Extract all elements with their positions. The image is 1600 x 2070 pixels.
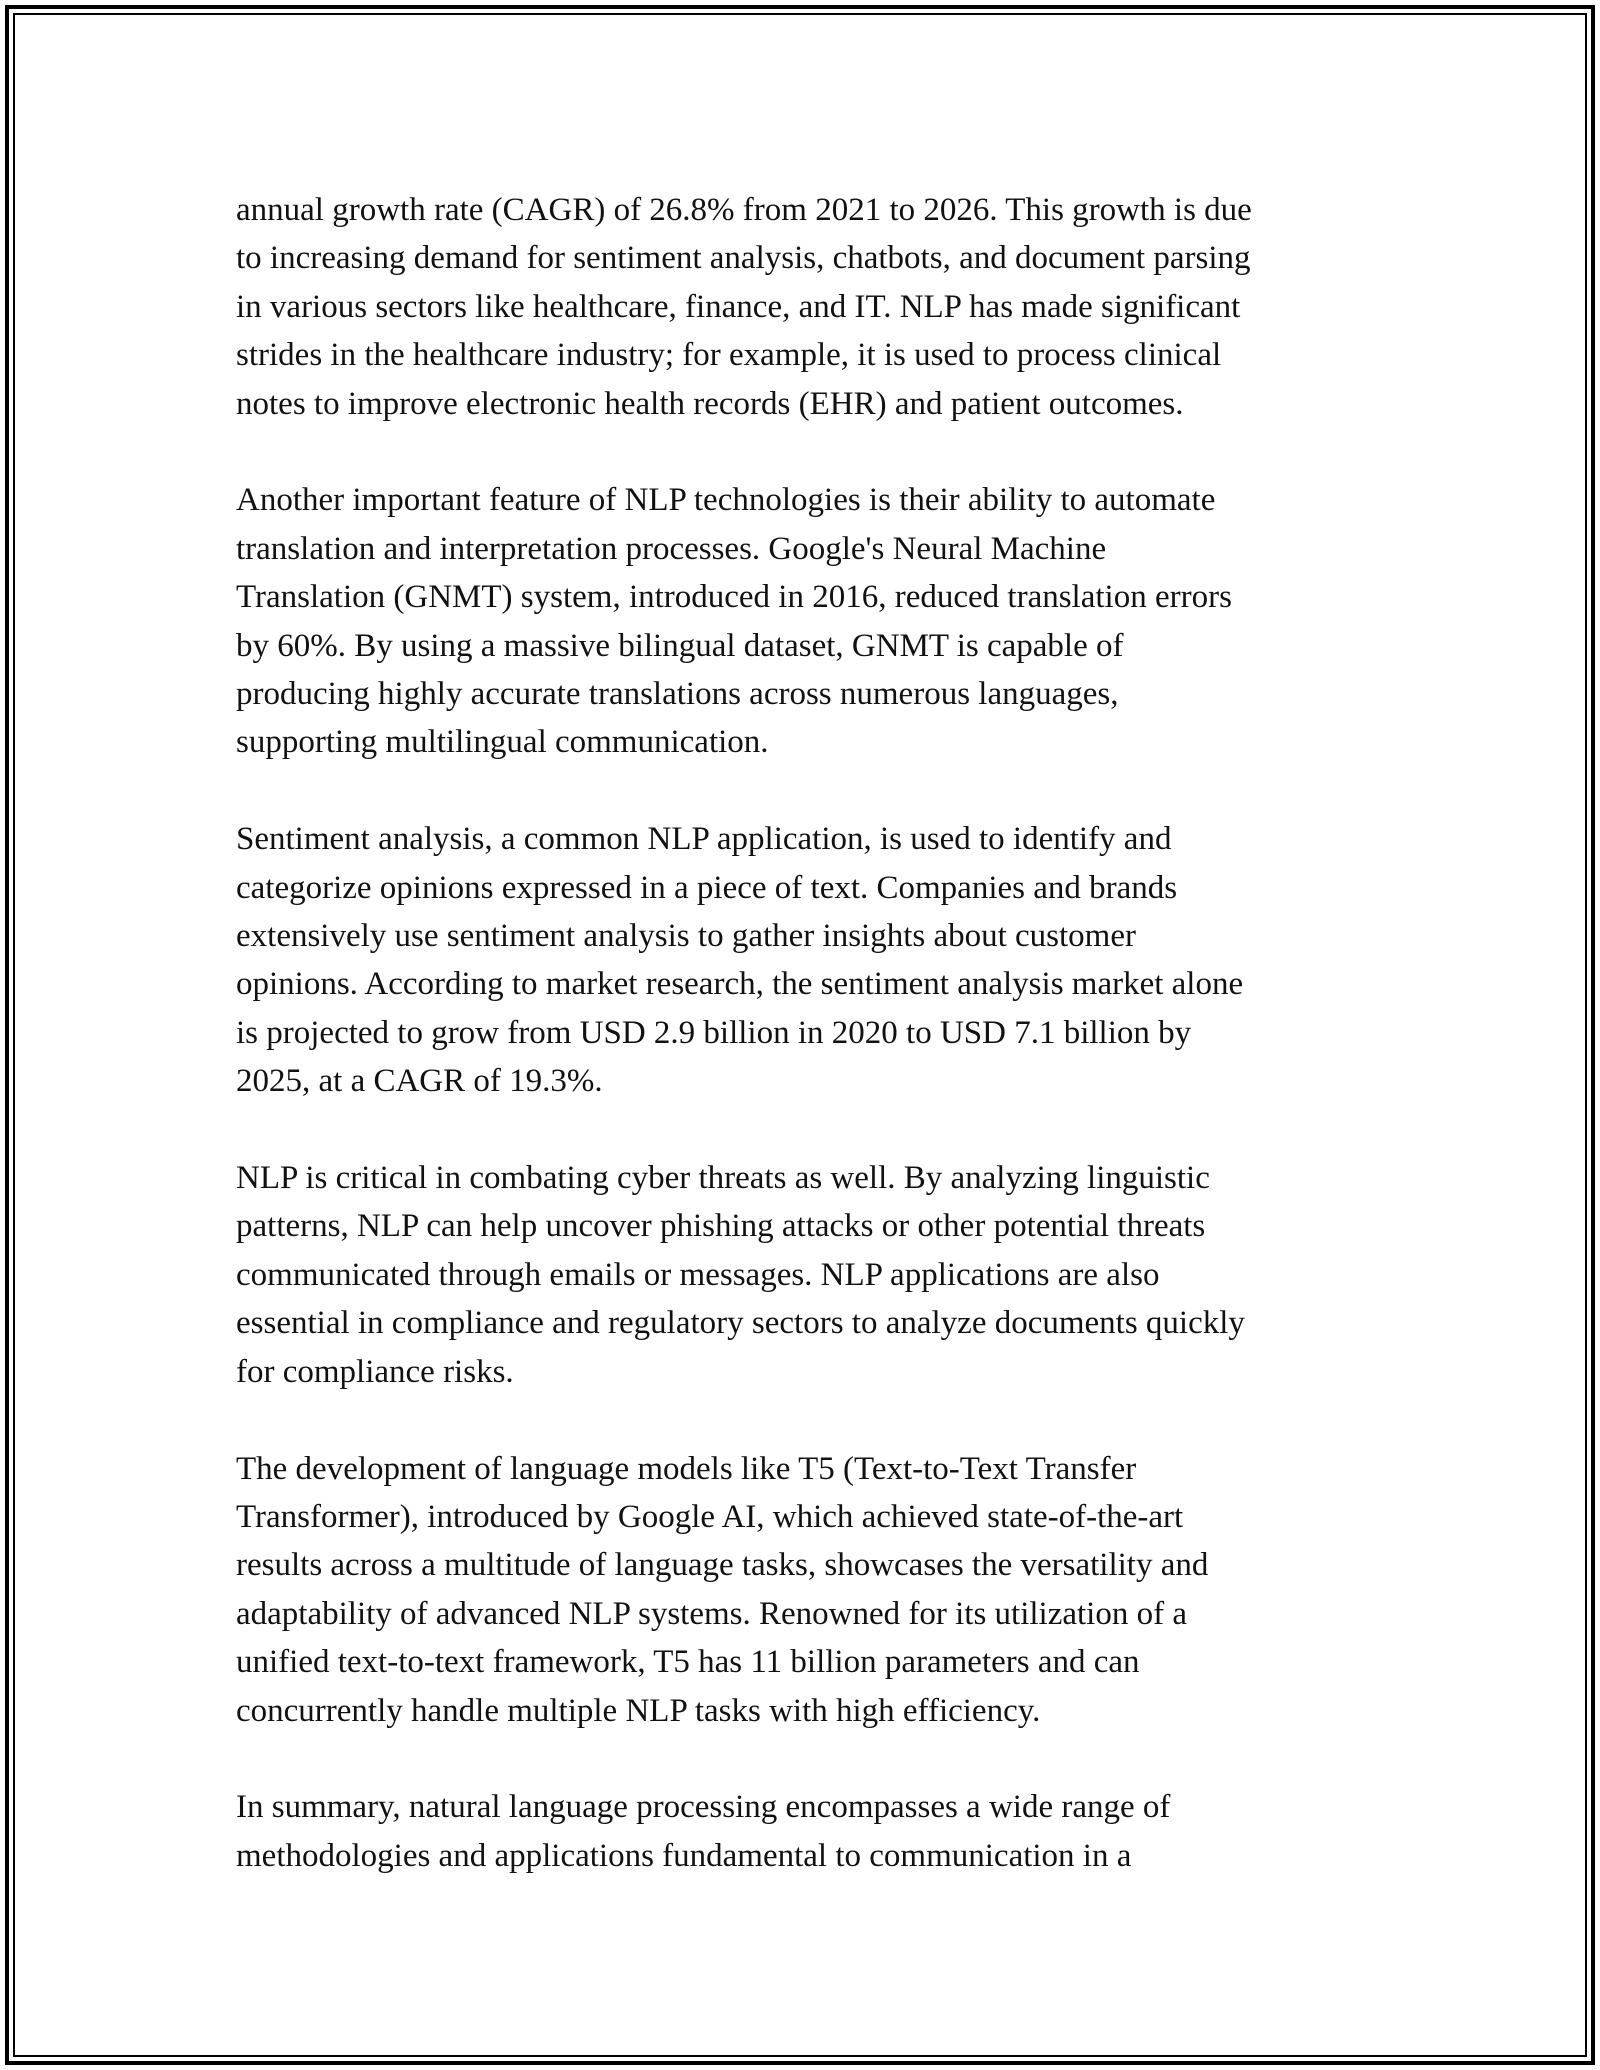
paragraph-sentiment-analysis: Sentiment analysis, a common NLP application, is used to identify and categorize opinions expressed in a piece of text. Companies and brands extensively use sentiment analysis to gather insights about customer opinions. According to market research, the sentiment analysis market alone is projected to grow from USD 2.9 billion in 2020 to USD 7.1 billion by 2025, at a CAGR of 19.3%. xyxy=(236,821,1244,1100)
document-body xyxy=(236,186,1376,1880)
paragraph-summary: In summary, natural language processing encompasses a wide range of methodologies and applications fundamental to communication in a xyxy=(236,1789,1171,1874)
paragraph-t5-language-model: The development of language models like T5 (Text-to-Text Transfer Transformer), introduced by Google AI, which achieved state-of-the-art results across a multitude of language tasks, showcases the versatility and adaptability of advanced NLP systems. Renowned for its utilization of a unified text-to-text framework, T5 has 11 billion parameters and can concurrently handle multiple NLP tasks with high efficiency. xyxy=(236,1450,1209,1729)
paragraph-machine-translation: Another important feature of NLP technologies is their ability to automate translation and interpretation processes. Google's Neural Machine Translation (GNMT) system, introduced in 2016, reduced translation errors by 60%. By using a massive bilingual dataset, GNMT is capable of producing highly accurate translations across numerous languages, supporting multilingual communication. xyxy=(236,482,1232,761)
paragraph-cyber-threats: NLP is critical in combating cyber threats as well. By analyzing linguistic patterns, NLP can help uncover phishing attacks or other potential threats communicated through emails or messages. NLP applications are also essential in compliance and regulatory sectors to analyze documents quickly for compliance risks. xyxy=(236,1160,1245,1390)
paragraph-nlp-market-growth: annual growth rate (CAGR) of 26.8% from 2021 to 2026. This growth is due to increasing demand for sentiment analysis, chatbots, and document parsing in various sectors like healthcare, finance, and IT. NLP has made significant strides in the healthcare industry; for example, it is used to process clinical notes to improve electronic health records (EHR) and patient outcomes. xyxy=(236,192,1252,422)
